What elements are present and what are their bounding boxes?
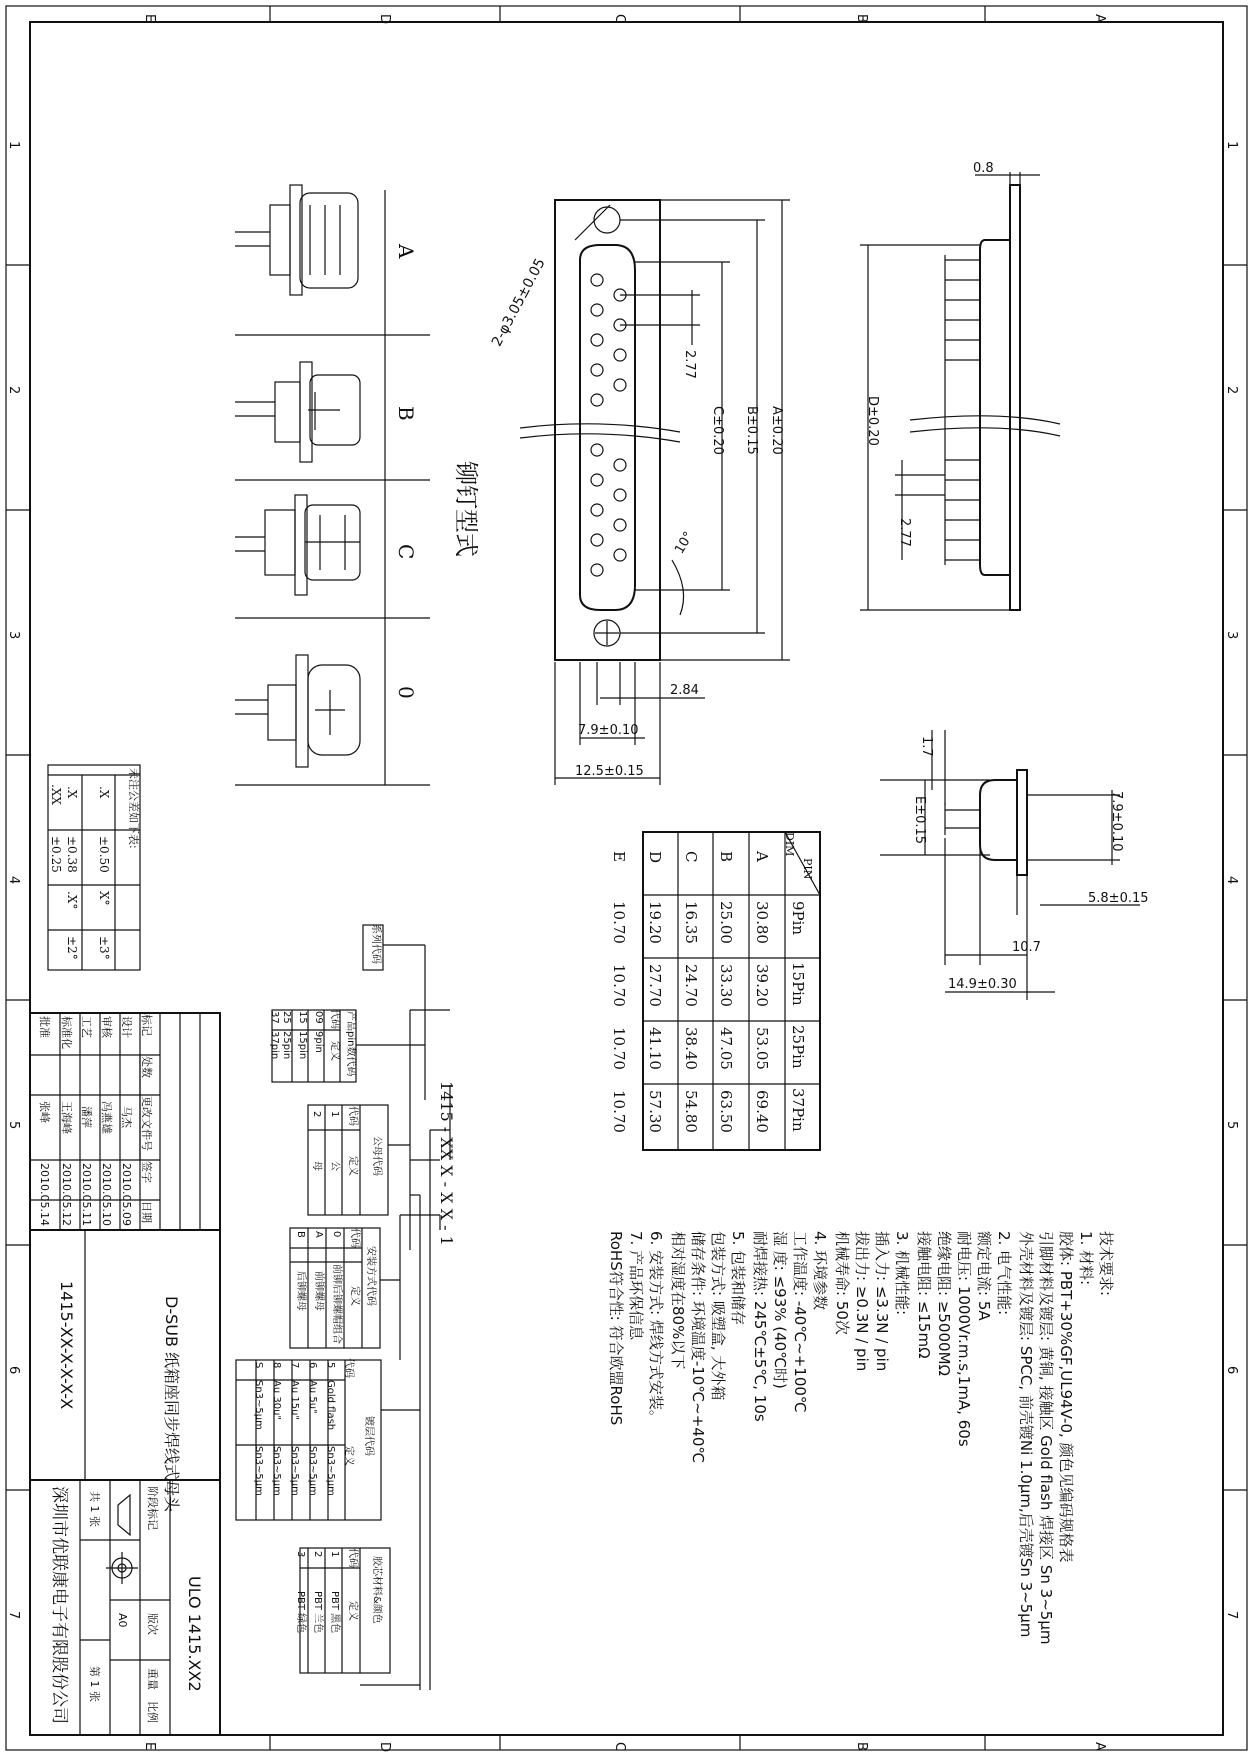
title-block-header: 日期 (140, 1201, 153, 1223)
tolerance-title: 未注公差如下表: (127, 768, 140, 849)
tolerance-cell: ±0.25 (49, 836, 63, 873)
row-number-5: 5 (6, 1121, 21, 1130)
dim-125-label: 12.5±0.15 (575, 764, 644, 779)
col-letter-d: D (377, 1742, 392, 1753)
title-block (30, 1013, 220, 1735)
dim-hole-label: 2-φ3.05±0.05 (488, 255, 549, 350)
dim-table-cell: 10.70 (610, 1090, 628, 1133)
code-table-cell: Au 15u" (289, 1380, 300, 1421)
dim-table-row-label: A (753, 851, 771, 862)
code-table-cell: Gold flash (325, 1380, 336, 1431)
front-view-insert (580, 245, 635, 610)
approval-date: 2010.05.11 (80, 1163, 93, 1226)
code-table-cell: Au 5u" (307, 1380, 318, 1414)
dim-table-cell: 39.20 (753, 964, 771, 1007)
notes-line: 胶体: PBT+30%GF,UL94V-0, 颜色见编码规格表 (1057, 1231, 1075, 1563)
side-view (860, 161, 1060, 610)
dim-table-cell: 30.80 (753, 901, 771, 944)
code-table-cell: Sn3~5μm (307, 1446, 318, 1496)
code-table-pin (269, 1009, 358, 1082)
code-table-cell: Sn3~5μm (271, 1446, 282, 1496)
code-table-cell: 2 (311, 1111, 322, 1118)
dim-table-cell: 19.20 (646, 901, 664, 944)
dim-pitch-label: 2.77 (682, 350, 697, 379)
dim-table-row-label: C (682, 851, 700, 863)
code-table-title: 安装方式代码 (365, 1246, 376, 1306)
dim-table-corner-bottom: DIM (783, 832, 796, 857)
code-table-cell: 9pin (313, 1031, 324, 1053)
dim-small-79-label: 7.9±0.10 (1109, 791, 1124, 852)
tolerance-table (48, 765, 141, 970)
code-table-cell: 6 (307, 1362, 318, 1369)
dim-table-row-label: E (610, 851, 628, 862)
approval-date: 2010.05.12 (60, 1163, 73, 1226)
dim-58-label: 5.8±0.15 (1088, 891, 1149, 906)
mount-sketch-c (235, 495, 360, 595)
code-table-cell: 公 (329, 1161, 340, 1171)
mount-label-0: 0 (394, 686, 418, 699)
row-number-2: 2 (6, 386, 21, 395)
notes-line: 储存条件: 环境温度-10℃~+40℃ (689, 1231, 707, 1464)
code-table-mounting (290, 1228, 380, 1348)
tolerance-cell: ±0.38 (65, 836, 79, 873)
front-view (489, 200, 790, 785)
dim-table-row-label: B (717, 851, 735, 863)
notes-line: 3. 机械性能: (893, 1231, 911, 1316)
notes-line: 拔出力: ≥0.3N / pin (853, 1231, 871, 1372)
approval-name: 马杰 (120, 1106, 133, 1128)
col-letter-b: B (854, 1742, 869, 1751)
approval-date: 2010.05.09 (120, 1163, 133, 1226)
code-table-title: 公母代码 (371, 1136, 382, 1176)
dim-table-header: 15Pin (789, 962, 807, 1006)
row-number-4: 4 (1224, 876, 1239, 885)
side-shell (980, 240, 1010, 575)
notes-line: 额定电流: 5A (975, 1231, 993, 1321)
notes-line: 1. 材料: (1077, 1231, 1095, 1286)
code-table-cell: PBT 绿色 (295, 1591, 306, 1634)
code-table-cell: 1 (329, 1551, 340, 1558)
notes-line: 技术要求: (1097, 1231, 1115, 1297)
code-table-cell: 7 (289, 1362, 300, 1369)
approval-name: 潘萍 (80, 1106, 93, 1128)
part-number-code: 1415 - XX X - X X - 1 (437, 1081, 456, 1246)
dim-table-cell: 41.10 (646, 1027, 664, 1070)
dim-08-label: 0.8 (973, 161, 994, 176)
code-table-cell: 2 (312, 1551, 323, 1558)
row-number-6: 6 (1224, 1366, 1239, 1375)
code-table-cell: PBT 黑色 (329, 1591, 340, 1634)
part-number: 1415-XX-X-X-X-X (57, 1281, 76, 1410)
code-table-cell: 37pin (269, 1031, 280, 1060)
sheet-total: 共 1 张 (88, 1491, 101, 1527)
dim-table-cell: 57.30 (646, 1090, 664, 1133)
row-number-1: 1 (6, 141, 21, 150)
dim-table-header: 9Pin (789, 901, 807, 936)
code-table-cell: B (295, 1231, 306, 1238)
tolerance-cell: .X (65, 786, 79, 799)
approval-role: 设计 (120, 1016, 133, 1038)
side-break-line (910, 416, 1060, 436)
approval-role: 标准化 (60, 1016, 73, 1049)
dim-table-header: 25Pin (789, 1025, 807, 1069)
dim-angle-label: 10° (672, 529, 697, 557)
col-letter-c: C (612, 14, 627, 24)
notes-line: 引脚材料及镀层: 黄铜, 接触区 Gold flash 焊接区 Sn 3~5μm (1037, 1231, 1055, 1645)
break-line (520, 424, 680, 442)
code-table-head: 代码 (329, 1009, 340, 1029)
dim-149-label: 14.9±0.30 (948, 977, 1017, 992)
notes-line: 耐焊接热: 245℃±5℃, 10s (751, 1231, 769, 1422)
technical-notes (607, 1231, 1115, 1645)
tolerance-cell: ±2° (65, 936, 79, 960)
notes-line: RoHS符合性: 符合欧盟RoHS (607, 1231, 625, 1426)
code-table-cell: 15 (297, 1011, 308, 1024)
row-number-7: 7 (6, 1611, 21, 1620)
code-table-cell: 5 (325, 1362, 336, 1369)
dim-table-cell: 27.70 (646, 964, 664, 1007)
mount-sketch-b (235, 362, 360, 462)
company-name: 深圳市优联康电子有限股份公司 (49, 1486, 69, 1724)
code-table-head: 定义 (329, 1041, 340, 1061)
row-numbers-left (6, 141, 21, 1619)
code-table-head: 代码 (347, 1106, 358, 1126)
title-block-header: 标记 (140, 1014, 153, 1036)
dim-table-cell: 33.30 (717, 964, 735, 1007)
dim-284-label: 2.84 (670, 683, 699, 698)
code-table-title: 产品pin数代码 (345, 1011, 356, 1077)
notes-line: 插入力: ≤3.3N / pin (873, 1231, 891, 1372)
code-table-head: 代码 (349, 1228, 360, 1248)
dim-side-pitch-label: 2.77 (897, 518, 912, 547)
version-label: 版次 (146, 1613, 159, 1635)
sheet-number: 第 1 张 (88, 1666, 101, 1702)
notes-line: 2. 电气性能: (995, 1231, 1013, 1316)
tolerance-cell: ±3° (97, 936, 111, 960)
code-table-cell: 15pin (297, 1031, 308, 1060)
approval-date: 2010.05.10 (100, 1163, 113, 1226)
notes-line: 包装方式: 吸塑盒, 大外箱 (709, 1231, 727, 1401)
notes-line: 外壳材料及镀层: SPCC, 前壳镀Ni 1.0μm,后壳镀Sn 3~5μm (1017, 1231, 1035, 1638)
code-table-cell: 09 (313, 1011, 324, 1024)
approval-role: 工艺 (80, 1016, 93, 1038)
code-table-cell: A (313, 1231, 324, 1238)
mount-type-sketches (235, 185, 480, 785)
mount-sketch-a (235, 185, 358, 295)
code-table-title: 胶芯材料&颜色 (371, 1556, 382, 1624)
col-letter-e: E (142, 14, 157, 23)
code-table-head: 代码 (343, 1358, 354, 1378)
mount-hole-top (594, 207, 620, 233)
tolerance-cell: .X° (65, 891, 79, 910)
dim-table-cell: 53.05 (753, 1027, 771, 1070)
drawing-number: ULO 1415.XX2 (185, 1576, 204, 1692)
mount-sketch-0 (235, 655, 360, 767)
row-number-7: 7 (1224, 1611, 1239, 1620)
code-table-material (295, 1548, 390, 1673)
col-letter-e: E (142, 1742, 157, 1751)
col-letter-d: D (377, 14, 392, 25)
dim-table-cell: 16.35 (682, 901, 700, 944)
product-name: D-SUB 纸箱座同步焊线式母头 (162, 1296, 181, 1513)
code-table-cell: 37 (269, 1011, 280, 1024)
code-table-cell: 25 (281, 1011, 292, 1024)
small-shell (980, 780, 1017, 860)
code-table-head: 定义 (347, 1601, 358, 1621)
col-letter-a: A (1092, 14, 1107, 23)
dim-table-cell: 63.50 (717, 1090, 735, 1133)
dim-a-label: A±0.20 (769, 406, 784, 455)
dim-table-row-label: D (646, 851, 664, 864)
notes-line: 绝缘电阻: ≥5000MΩ (935, 1231, 953, 1376)
notes-line: 工作温度: -40℃~+100℃ (791, 1231, 809, 1413)
code-table-cell: Sn3~5μm (253, 1446, 264, 1496)
notes-line: 相对湿度在80%以下 (669, 1231, 687, 1370)
dim-c-label: C±0.20 (710, 406, 725, 455)
dim-17-label: 1.7 (919, 736, 934, 757)
code-table-cell: Sn3~5μm (289, 1446, 300, 1496)
side-pins (945, 255, 980, 565)
dim-d-label: D±0.20 (865, 396, 880, 446)
row-number-3: 3 (1224, 631, 1239, 640)
dim-table-cell: 25.00 (717, 901, 735, 944)
dim-table-cell: 54.80 (682, 1090, 700, 1133)
code-table-cell: 3 (295, 1551, 306, 1558)
approval-date: 2010.05.14 (38, 1163, 51, 1226)
code-table-title: 镀层代码 (363, 1416, 374, 1456)
weight-label: 重量 (146, 1668, 159, 1690)
notes-line: 湿 度: ≤93% (40℃时) (771, 1231, 789, 1389)
dim-table-corner-top: PIN (801, 858, 814, 880)
row-number-1: 1 (1224, 141, 1239, 150)
row-numbers-right (1224, 141, 1239, 1619)
series-code-label: 系列代码 (370, 924, 381, 964)
code-table-cell: S (253, 1362, 264, 1369)
notes-line: 4. 环境参数 (811, 1231, 829, 1311)
row-number-5: 5 (1224, 1121, 1239, 1130)
dim-table-cell: 10.70 (610, 1027, 628, 1070)
side-flange (1010, 185, 1020, 610)
dim-table-cell: 10.70 (610, 901, 628, 944)
approval-name: 冯燕雄 (100, 1101, 113, 1134)
title-block-header: 签字 (140, 1161, 153, 1183)
code-table-cell: PBT 兰色 (312, 1591, 323, 1634)
row-number-3: 3 (6, 631, 21, 640)
dim-e-label: E±0.15 (912, 796, 927, 845)
dim-table (610, 832, 820, 1150)
code-table-head: 定义 (343, 1446, 354, 1466)
row-number-6: 6 (6, 1366, 21, 1375)
code-table-head: 定义 (349, 1286, 360, 1306)
code-table-cell: 0 (331, 1231, 342, 1238)
code-table-cell: 25pin (281, 1031, 292, 1060)
code-table-cell: 前铆后铆螺帽组合 (331, 1264, 342, 1344)
dim-table-cell: 24.70 (682, 964, 700, 1007)
small-flange (1017, 770, 1027, 875)
notes-line: 7. 产品环保信息 (627, 1231, 645, 1341)
row-number-2: 2 (1224, 386, 1239, 395)
mount-type-caption: 铆钉型式 (452, 461, 480, 557)
code-table-cell: Sn3~5μm (253, 1380, 264, 1430)
tolerance-cell: .X (97, 786, 111, 799)
code-table-cell: 8 (271, 1362, 282, 1369)
dim-table-cell: 38.40 (682, 1027, 700, 1070)
code-table-cell: 前铆螺母 (313, 1271, 324, 1311)
tolerance-cell: ±0.50 (97, 836, 111, 873)
code-table-cell: 后铆螺母 (295, 1271, 306, 1311)
title-block-header: 处数 (140, 1056, 153, 1078)
code-table-head: 代码 (347, 1548, 358, 1568)
small-side-view (880, 730, 1149, 1000)
col-letter-c: C (612, 1742, 627, 1752)
title-block-header: 更改文件号 (140, 1096, 153, 1151)
dim-table-header: 37Pin (789, 1088, 807, 1132)
mount-label-c: C (394, 544, 418, 560)
code-table-gender (308, 1105, 388, 1215)
dim-table-cell: 69.40 (753, 1090, 771, 1133)
col-letter-b: B (854, 14, 869, 23)
notes-line: 耐电压: 1000Vr.m.s,1mA, 60s (955, 1231, 973, 1447)
notes-line: 5. 包装和储存 (729, 1231, 747, 1326)
mount-label-b: B (394, 406, 418, 421)
dim-79-label: 7.9±0.10 (578, 723, 639, 738)
dim-107-label: 10.7 (1012, 940, 1041, 955)
code-table-cell: Sn3~5μm (325, 1446, 336, 1496)
notes-line: 接触电阻: ≤15mΩ (915, 1231, 933, 1359)
approval-name: 王海峰 (60, 1101, 73, 1134)
stage-label: 阶段标记 (146, 1486, 159, 1530)
approval-role: 批准 (38, 1016, 51, 1038)
row-number-4: 4 (6, 876, 21, 885)
front-view-shell (555, 200, 660, 660)
code-table-cell: Au 30u" (271, 1380, 282, 1421)
mount-label-a: A (394, 244, 418, 259)
dim-b-label: B±0.15 (744, 406, 759, 455)
notes-line: 6. 安装方式: 焊线方式安装。 (647, 1231, 665, 1425)
notes-line: 机械寿命: 50次 (833, 1231, 851, 1335)
code-table-head: 定义 (347, 1156, 358, 1176)
dim-table-cell: 47.05 (717, 1027, 735, 1070)
code-table-plating (236, 1358, 381, 1520)
dim-table-cell: 10.70 (610, 964, 628, 1007)
approval-name: 张峰 (38, 1101, 51, 1123)
col-letter-a: A (1092, 1742, 1107, 1751)
code-table-cell: 母 (311, 1161, 322, 1171)
scale-label: 比例 (146, 1701, 159, 1723)
tolerance-cell: X° (97, 891, 111, 906)
tolerance-cell: .XX (49, 784, 63, 805)
code-table-cell: 1 (329, 1111, 340, 1118)
version-value: A0 (116, 1613, 129, 1628)
approval-role: 审核 (100, 1016, 113, 1038)
